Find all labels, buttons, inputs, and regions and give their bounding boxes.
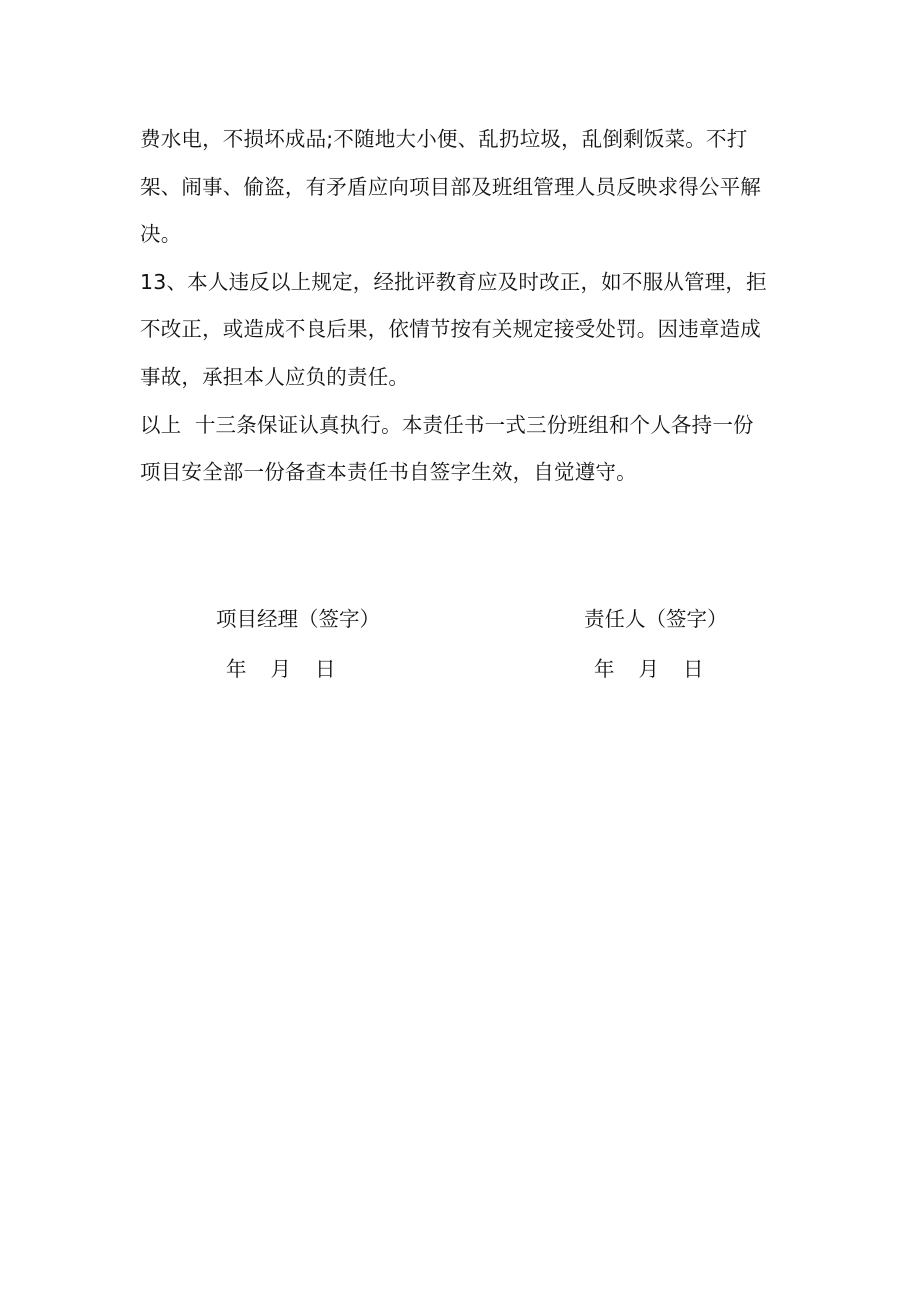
body-line: 决。 — [140, 222, 182, 247]
date-day: 日 — [683, 657, 704, 681]
date-month: 月 — [270, 657, 291, 681]
body-line: 以上 十三条保证认真执行。本责任书一式三份班组和个人各持一份 — [140, 412, 754, 437]
date-year: 年 — [226, 657, 247, 681]
responsible-person-signature-label: 责任人（签字） — [584, 607, 728, 631]
date-year: 年 — [594, 657, 615, 681]
document-body — [140, 116, 785, 497]
body-line: 项目安全部一份备查本责任书自签字生效，自觉遵守。 — [140, 460, 637, 485]
body-line: 不改正，或造成不良后果，依情节按有关规定接受处罚。因违章造成 — [140, 317, 761, 342]
project-manager-signature-label: 项目经理（签字） — [216, 607, 380, 631]
body-line: 13、本人违反以上规定，经批评教育应及时改正，如不服从管理，拒 — [140, 269, 767, 294]
body-line: 费水电，不损坏成品;不随地大小便、乱扔垃圾，乱倒剩饭菜。不打 — [140, 127, 748, 151]
responsible-person-date — [594, 652, 704, 682]
date-month: 月 — [638, 657, 659, 681]
project-manager-date — [226, 652, 336, 682]
date-day: 日 — [315, 657, 336, 681]
body-line: 事故，承担本人应负的责任。 — [140, 364, 410, 389]
body-line: 架、闹事、偷盗，有矛盾应向项目部及班组管理人员反映求得公平解 — [140, 174, 761, 199]
